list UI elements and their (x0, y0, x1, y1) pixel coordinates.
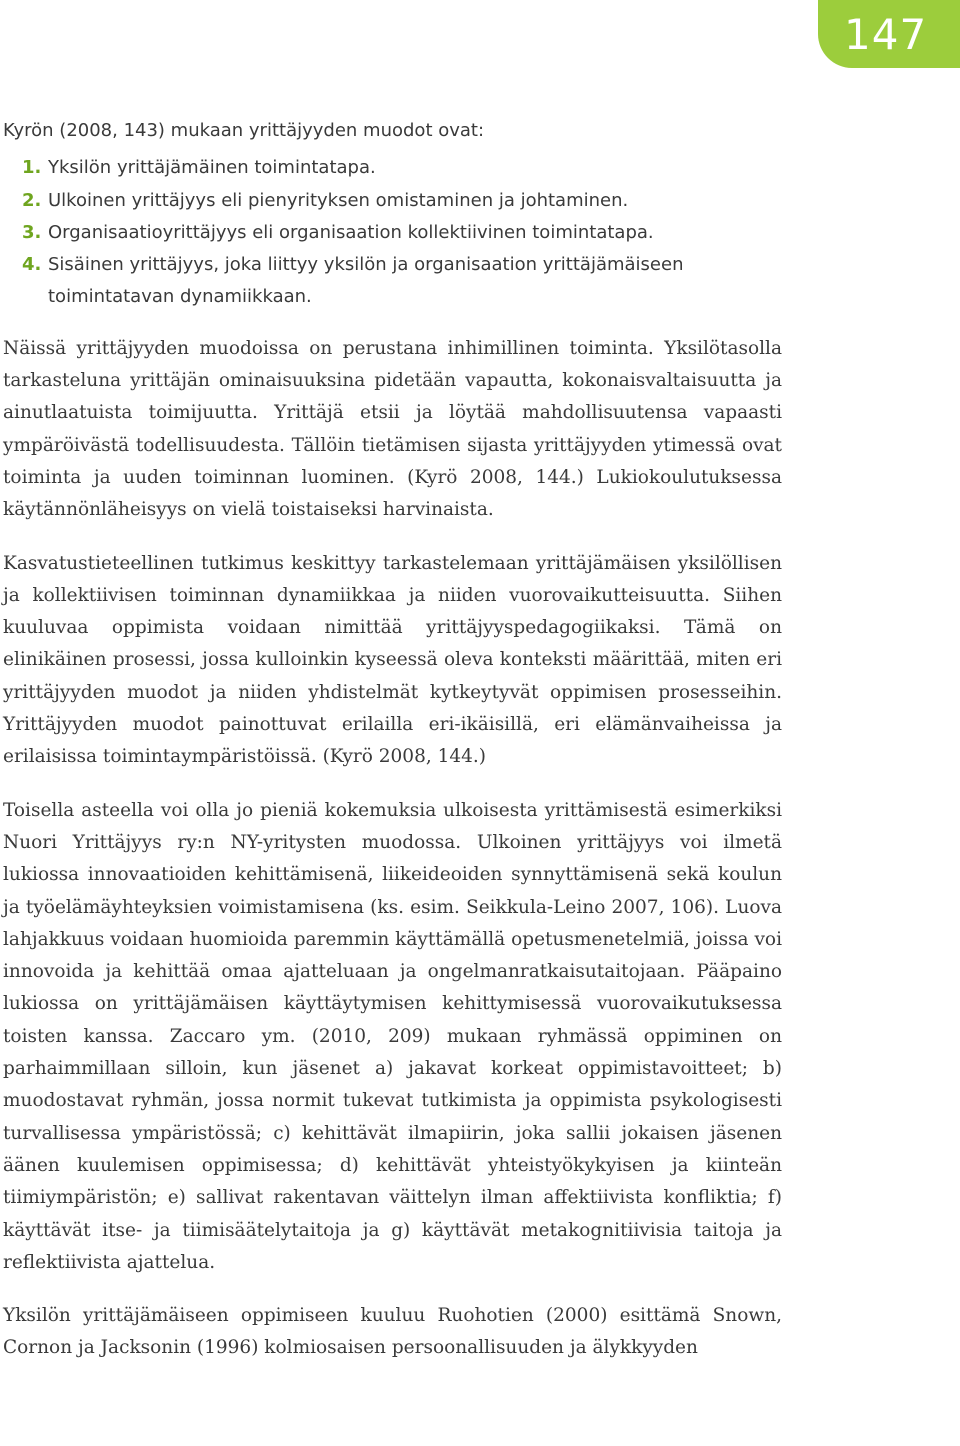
list-intro: Kyrön (2008, 143) mukaan yrittäjyyden muodot ovat: (3, 120, 485, 141)
list-text: Yksilön yrittäjämäinen toimintatapa. (48, 157, 376, 179)
list-text: Ulkoinen yrittäjyys eli pienyrityksen omistaminen ja johtaminen. (48, 189, 629, 211)
list-text: Sisäinen yrittäjyys, joka liittyy yksilön ja organisaation yrittäjämäiseen toimintatavan dynamiikkaan. (48, 254, 684, 308)
list-number: 2. (22, 189, 42, 211)
page-number-badge (818, 0, 960, 68)
list-number: 4. (22, 254, 42, 276)
list-item (3, 185, 782, 217)
list-item (3, 217, 782, 249)
list-item (3, 249, 782, 314)
body-paragraph: Toisella asteella voi olla jo pieniä kokemuksia ulkoisesta yrittämisestä esimerkiksi Nuori Yrittäjyys ry:n NY-yritysten muodossa. Ulkoinen yrittäjyys voi ilmetä lukiossa innovaatioiden kehittämisenä, liikeideoiden synnyttämisenä sekä koulun ja työelämäyhteyksien voimistamisena (ks. esim. Seikkula-Leino 2007, 106). Luova lahjakkuus voidaan huomioida paremmin käyttämällä opetusmenetelmiä, joissa voi innovoida ja kehittää omaa ajatteluaan ja ongelmanratkaisutaitojaan. Pääpaino lukiossa on yrittäjämäisen käyttäytymisen kehittymisessä vuorovaikutuksessa toisten kanssa. Zaccaro ym. (2010, 209) mukaan ryhmässä oppiminen on parhaimmillaan silloin, kun jäsenet a) jakavat korkeat oppimistavoitteet; b) muodostavat ryhmän, jossa normit tukevat tutkimista ja oppimista psykologisesti turvallisessa ympäristössä; c) kehittävät ilmapiirin, joka sallii jokaisen jäsenen äänen kuulemisen oppimisessa; d) kehittävät yhteistyökykyisen ja kiinteän tiimiympäristön; e) sallivat rakentavan väittelyn ilman affektiivista konfliktia; f) käyttävät itse- ja tiimisäätelytaitoja ja g) käyttävät metakognitiivisia taitoja ja reflektiivista ajattelua. (3, 799, 782, 1273)
body-paragraph: Yksilön yrittäjämäiseen oppimiseen kuuluu Ruohotien (2000) esittämä Snown, Cornon ja Jacksonin (1996) kolmiosaisen persoonallisuuden ja älykkyyden (3, 1305, 782, 1359)
body-paragraph: Kasvatustieteellinen tutkimus keskittyy tarkastelemaan yrittäjämäisen yksilöllisen ja kollektiivisen toiminnan dynamiikkaa ja niiden vuorovaikutteisuutta. Siihen kuuluvaa oppimista voidaan nimittää yrittäjyyspedagogiikaksi. Tämä on elinikäinen prosessi, jossa kulloinkin kyseessä oleva konteksti määrittää, miten eri yrittäjyyden muodot ja niiden yhdistelmät kytkeytyvät oppimisen prosesseihin. Yrittäjyyden muodot painottuvat erilailla eri-ikäisillä, eri elämänvaiheissa ja erilaisissa toimintaympäristöissä. (Kyrö 2008, 144.) (3, 552, 782, 768)
list-item (3, 152, 782, 184)
list-text: Organisaatioyrittäjyys eli organisaation kollektiivinen toimintatapa. (48, 221, 654, 243)
page-number: 147 (844, 10, 928, 59)
body-paragraph: Näissä yrittäjyyden muodoissa on perustana inhimillinen toiminta. Yksilötasolla tarkasteluna yrittäjän ominaisuuksina pidetään vapautta, kokonaisvaltaisuutta ja ainutlaatuista toimijuutta. Yrittäjä etsii ja löytää mahdollisuutensa vapaasti ympäröivästä todellisuudesta. Tällöin tietämisen sijasta yrittäjyyden ytimessä ovat toiminta ja uuden toiminnan luominen. (Kyrö 2008, 144.) Lukiokoulutuksessa käytännönläheisyys on vielä toistaiseksi harvinaista. (3, 337, 782, 521)
forms-list (3, 152, 782, 313)
list-number: 1. (22, 157, 42, 179)
list-number: 3. (22, 221, 42, 243)
page-content (3, 115, 782, 1365)
